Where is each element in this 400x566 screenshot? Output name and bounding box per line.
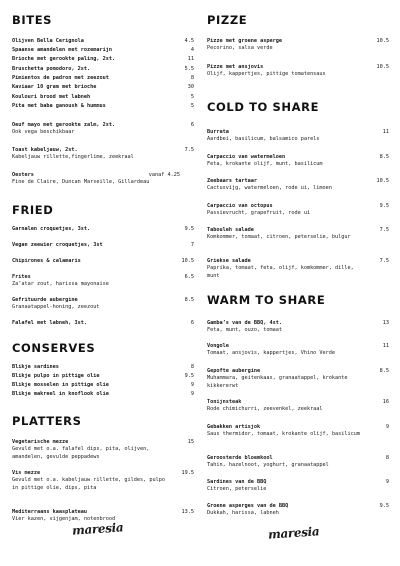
item-price: 19.5	[181, 470, 194, 476]
item-price: 10.5	[376, 64, 389, 70]
item-name: Blikje pulpo in pittige olie	[12, 373, 100, 379]
item-name: Mediterraans kaasplateau	[12, 509, 87, 515]
item-name: Bruschetta pomodoro, 2st.	[12, 66, 91, 72]
menu-item	[12, 172, 194, 187]
item-name: Geroosterde bloemkool	[207, 455, 273, 461]
item-price: 8.5	[379, 368, 389, 374]
item-name: Gefrituurde aubergine	[12, 297, 78, 303]
menu-item	[12, 391, 194, 398]
item-name: Pimientos de padron met zeezout	[12, 75, 109, 81]
item-name: Toast kabeljauw, 2st.	[12, 147, 78, 153]
item-name: Carpaccio van watermeloen	[207, 154, 286, 160]
menu-item	[207, 455, 389, 470]
item-name: Vegan zeewier croquetjes, 3st	[12, 242, 103, 248]
menu-item	[12, 364, 194, 371]
menu-item	[207, 368, 389, 390]
item-description: Za’atar zout, harissa mayonaise	[12, 281, 109, 288]
item-name: Blikje mosselen in pittige olie	[12, 382, 109, 388]
item-price: 8	[190, 75, 194, 81]
item-description: Muhammara, geitenkaas, granaatappel, krokante kikkererwt	[207, 375, 348, 389]
item-price: 9.5	[184, 373, 194, 379]
item-name: Gamba’s van de BBQ, 4st.	[207, 320, 282, 326]
item-price: 10.5	[376, 178, 389, 184]
item-name: Tabouleh salade	[207, 227, 254, 233]
item-description: Passievrucht, grapefruit, rode ui	[207, 210, 311, 217]
menu-item	[12, 226, 194, 233]
menu-item	[207, 154, 389, 169]
item-name: Spaanse amandelen met rozemarijn	[12, 47, 112, 53]
menu-item	[207, 399, 389, 414]
item-description: Fine de Claire, Duncan Marseille, Gillardeau	[12, 179, 150, 186]
item-price: 13.5	[181, 509, 194, 515]
item-name: Pizze met groene asperge	[207, 38, 282, 44]
brand-logo: maresia	[71, 520, 124, 538]
item-description: Rode chimichurri, zeevenkel, zeekraal	[207, 406, 323, 413]
section-title-pizze: PIZZE	[207, 13, 248, 27]
price-note: vanaf 4.25	[148, 172, 180, 178]
item-price: 9.5	[184, 226, 194, 232]
item-name: Carpaccio van octopus	[207, 203, 273, 209]
item-description: Vier kazen, vijgenjam, notenbrood	[12, 516, 116, 523]
item-price: 30	[187, 84, 194, 90]
item-name: Blikje sardines	[12, 364, 59, 370]
menu-item	[12, 242, 194, 249]
menu-item	[12, 147, 194, 162]
menu-item	[12, 47, 194, 54]
menu-item	[207, 479, 389, 494]
item-description: Komkommer, tomaat, citroen, peterselie, bulgur	[207, 234, 351, 241]
item-price: 11	[382, 343, 389, 349]
item-name: Burrata	[207, 129, 229, 135]
menu-item	[207, 64, 389, 79]
item-description: Olijf, kappertjes, pittige tomatensaus	[207, 71, 326, 78]
section-title-bites: BITES	[12, 13, 53, 27]
item-description: Feta, munt, ouzo, tomaat	[207, 327, 282, 334]
item-price: 9	[190, 382, 194, 388]
item-name: Tonijnsteak	[207, 399, 242, 405]
menu-item	[207, 424, 389, 439]
item-description: Gevuld met o.a. kabeljauw rillette, gildes, pulpo in pittige olie, dips, pita	[12, 477, 166, 491]
item-price: 8	[190, 364, 194, 370]
menu-item	[207, 320, 389, 335]
item-price: 9	[190, 391, 194, 397]
item-name: Garnalen croquetjes, 3st.	[12, 226, 91, 232]
brand-logo: maresia	[267, 524, 320, 542]
item-price: 9.5	[379, 203, 389, 209]
section-title-cold-to-share: COLD TO SHARE	[207, 100, 320, 114]
item-price: 13	[382, 320, 389, 326]
item-name: Olijven Bella Cerignola	[12, 38, 84, 44]
menu-item	[207, 227, 389, 242]
item-price: 10.5	[376, 38, 389, 44]
item-price: 8.5	[379, 154, 389, 160]
menu-item	[12, 66, 194, 73]
item-price: 4	[190, 47, 194, 53]
item-price: 11	[382, 129, 389, 135]
menu-item	[12, 258, 194, 265]
menu-item	[12, 75, 194, 82]
menu-item	[12, 297, 194, 312]
item-description: Kabeljauw rillette,fingerlime, zeekraal	[12, 154, 134, 161]
item-description: Pecorino, salsa verde	[207, 45, 273, 52]
menu-item	[12, 373, 194, 380]
item-description: Tahin, hazelnoot, yoghurt, granaatappel	[207, 462, 329, 469]
item-description: Citroen, peterselie	[207, 486, 267, 493]
menu-item	[12, 274, 194, 289]
item-price: 8.5	[184, 297, 194, 303]
item-name: Pizze met ansjovis	[207, 64, 264, 70]
item-price: 6.5	[184, 274, 194, 280]
item-name: Koulouri brood met labneh	[12, 94, 91, 100]
item-price: 5	[190, 103, 194, 109]
menu-item	[12, 38, 194, 45]
item-price: 6	[190, 122, 194, 128]
item-price: 7.5	[184, 147, 194, 153]
item-price: 4.5	[184, 38, 194, 44]
item-name: Sardines van de BBQ	[207, 479, 267, 485]
menu-item	[207, 178, 389, 193]
menu-item	[12, 94, 194, 101]
item-description: Saus thermidor, tomaat, krokante olijf, basilicum	[207, 431, 361, 438]
menu-item	[207, 343, 389, 358]
item-description: Ook vega beschikbaar	[12, 129, 75, 136]
item-price: 5	[190, 94, 194, 100]
menu-item	[207, 258, 389, 280]
item-price: 5.5	[184, 66, 194, 72]
item-name: Falafel met labneh, 3st.	[12, 320, 87, 326]
item-name: Chipirones & calamaris	[12, 258, 81, 264]
item-description: Paprika, tomaat, feta, olijf, komkommer, dille, munt	[207, 265, 354, 279]
item-price: 15	[187, 439, 194, 445]
menu-item	[12, 382, 194, 389]
item-price: 6	[190, 320, 194, 326]
item-description: Tomaat, ansjovis, kappertjes, Vhino Verde	[207, 350, 336, 357]
menu-item	[12, 320, 194, 327]
item-name: Blikje makreel in knoflook olie	[12, 391, 109, 397]
item-price: 10.5	[181, 258, 194, 264]
item-name: Frites	[12, 274, 31, 280]
section-title-warm-to-share: WARM TO SHARE	[207, 293, 326, 307]
item-price: 9.5	[379, 503, 389, 509]
item-name: Vongole	[207, 343, 229, 349]
item-name: Groene asperges van de BBQ	[207, 503, 289, 509]
item-description: Gevuld met o.a. falafel dips, pita, olijven, amandelen, gevulde peppadews	[12, 446, 150, 460]
item-name: Gebakken artisjok	[207, 424, 261, 430]
item-price: 7.5	[379, 258, 389, 264]
menu-item	[12, 56, 194, 63]
item-price: 9	[385, 479, 389, 485]
item-description: Feta, krokante olijf, munt, basilicum	[207, 161, 323, 168]
item-price: 8	[385, 455, 389, 461]
menu-item	[12, 470, 194, 492]
menu-item	[207, 503, 389, 518]
item-price: 7	[190, 242, 194, 248]
item-description: Dukkah, harissa, labneh	[207, 510, 279, 517]
item-name: Brioche met gerookte paling, 2st.	[12, 56, 116, 62]
item-price: 16	[382, 399, 389, 405]
item-description: Granaatappel-honing, zeezout	[12, 304, 100, 311]
section-title-platters: PLATTERS	[12, 414, 82, 428]
item-name: Kaviaar 10 gram met brioche	[12, 84, 97, 90]
menu-item	[207, 129, 389, 144]
menu-item	[12, 122, 194, 137]
item-name: Vis mezze	[12, 470, 41, 476]
menu-item	[12, 439, 194, 461]
item-name: Oeuf mayo met gerookte zalm, 2st.	[12, 122, 116, 128]
section-title-fried: FRIED	[12, 203, 54, 217]
item-description: Aardbei, basilicum, balsamico parels	[207, 136, 320, 143]
item-price: 11	[187, 56, 194, 62]
item-description: Cactusvijg, watermeloen, rode ui, limoen	[207, 185, 332, 192]
section-title-conserves: CONSERVES	[12, 341, 96, 355]
item-name: Griekse salade	[207, 258, 251, 264]
item-name: Oesters	[12, 172, 34, 178]
item-price: 9	[385, 424, 389, 430]
item-name: Vegetarische mezze	[12, 439, 69, 445]
menu-item	[12, 103, 194, 110]
item-name: Gepofte aubergine	[207, 368, 261, 374]
menu-item	[12, 84, 194, 91]
item-name: Pita met baba ganoush & hummus	[12, 103, 106, 109]
menu-item	[207, 38, 389, 53]
item-price: 7.5	[379, 227, 389, 233]
menu-item	[207, 203, 389, 218]
item-name: Zeebaars tartaar	[207, 178, 257, 184]
